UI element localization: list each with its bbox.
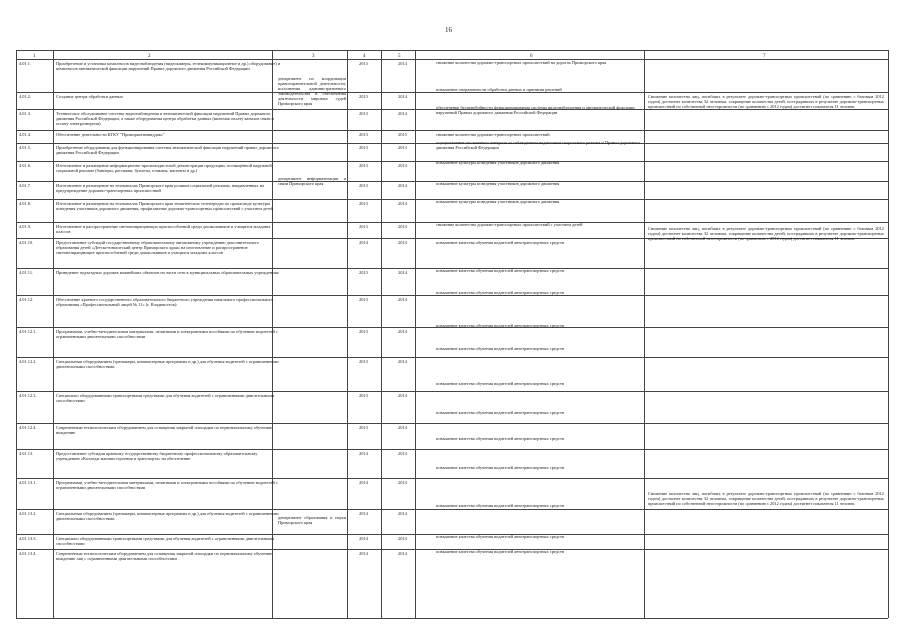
- row-measure: Изготовление и размещение на телеканалах Приморского края роликов социальной рекламы, направленных на предупреждение дорожно-транспортных происшествий: [56, 183, 264, 193]
- row-start-year: 2013: [359, 163, 368, 168]
- row-divider: [16, 92, 888, 93]
- row-expected-result: повышение культуры поведения участников дорожного движения: [436, 160, 560, 165]
- row-expected-result: повышение качества обучения водителей автотранспортных средств: [436, 465, 564, 470]
- row-start-year: 2013: [359, 132, 368, 137]
- row-expected-result: осуществление постоянного контроля за соблюдением водителями скоростного режима и Правил дорожного движения Российской Федерации: [436, 140, 641, 150]
- row-end-year: 2014: [398, 511, 407, 516]
- row-expected-result: повышение качества обучения водителей автотранспортных средств: [436, 534, 564, 539]
- row-divider: [16, 509, 888, 510]
- row-number: 4.01.12.3.: [19, 393, 37, 398]
- row-end-year: 2014: [398, 451, 407, 456]
- row-expected-result: повышение качества обучения водителей автотранспортных средств: [436, 290, 564, 295]
- row-measure: Предоставление субсидии краевому государственному бюджетному профессиональному образовательному учреждению «Колледж машиностроения и транспорта» на обеспечение:: [56, 451, 258, 461]
- row-end-year: 2014: [398, 297, 407, 302]
- row-divider: [16, 478, 888, 479]
- row-number: 4.01.5.: [19, 145, 32, 150]
- header-col-7: 7: [763, 54, 766, 59]
- row-expected-result: повышение качества обучения водителей автотранспортных средств: [436, 410, 564, 415]
- row-number: 4.01.1.: [19, 61, 32, 66]
- row-measure: Предоставление субсидий государственному образовательному автономному учреждению дополнительного образования детей «Детско-юношеский центр Приморского края» на изготовление и распространение световозвращающих приспособлений среди дошкольников и учащихся младших классов: [56, 240, 259, 255]
- row-measure: Программами, учебно-методическими материалами, печатными и электронными пособиями по обучению водителей с ограниченными двигательными способностями: [56, 480, 278, 490]
- row-expected-result: повышение качества обучения водителей автотранспортных средств: [436, 549, 564, 554]
- row-expected-result: повышение качества обучения водителей автотранспортных средств: [436, 323, 564, 328]
- row-measure: Приобретение оборудования для функционирования системы автоматической фиксации нарушений правил дорожного движения Российской Федерации: [56, 145, 279, 155]
- row-expected-result: повышение качества обучения водителей автотранспортных средств: [436, 503, 564, 508]
- row-start-year: 2013: [359, 359, 368, 364]
- row-expected-result: повышение культуры поведения участников дорожного движения: [436, 199, 560, 204]
- row-number: 4.01.13.2.: [19, 511, 37, 516]
- row-start-year: 2014: [359, 240, 368, 245]
- row-start-year: 2013: [359, 224, 368, 229]
- row-end-year: 2014: [398, 536, 407, 541]
- row-divider: [16, 391, 888, 392]
- row-measure: Приведение подъездных дорожек важнейших объектов на части сети в муниципальных образовательных учреждениях: [56, 270, 279, 275]
- row-number: 4.01.10.: [19, 240, 34, 245]
- row-responsible: департамент информатизации и связи Приморского края: [278, 176, 346, 186]
- row-expected-result: повышение качества обучения водителей автотранспортных средств: [436, 240, 564, 245]
- page-number: 16: [445, 26, 452, 34]
- row-start-year: 2013: [359, 393, 368, 398]
- row-start-year: 2013: [359, 201, 368, 206]
- row-expected-result: повышение культуры поведения участников дорожного движения: [436, 181, 560, 186]
- row-start-year: 2013: [359, 270, 368, 275]
- row-number: 4.01.8.: [19, 201, 32, 206]
- row-measure: Современным технологическим оборудованием для оснащения закрытой площадки по первоначальному обучению вождению лиц с ограниченными двигательными способностями: [56, 551, 273, 561]
- row-number: 4.01.11.: [19, 270, 34, 275]
- row-start-year: 2013: [359, 111, 368, 116]
- header-col-2: 2: [148, 54, 151, 59]
- row-measure: Специальным оборудованием (тренажеры, компьютерные программы и др.) для обучения водителей с ограниченными двигательными способностями: [56, 359, 279, 369]
- row-divider: [16, 130, 888, 131]
- row-measure: Обеспечение деятельности КГКУ "Приморкотимвиддакс": [56, 132, 165, 137]
- row-end-year: 2014: [398, 329, 407, 334]
- row-number: 4.01.9.: [19, 224, 32, 229]
- row-divider: [16, 50, 888, 51]
- row-number: 4.01.12.2.: [19, 359, 37, 364]
- row-expected-result: обеспечение бесперебойности функционирования системы видеонаблюдения и автоматической фиксации нарушений Правил дорожного движения Российской Федерации: [436, 105, 635, 115]
- row-measure: Приобретение и установка комплексов видеонаблюдения (видеокамеры, телекоммуникационное и др.) оборудование) и комплексов автоматической фиксации нарушений Правил дорожного движения Российской Федерации: [56, 61, 281, 71]
- row-end-year: 2014: [398, 270, 407, 275]
- header-col-4: 4: [363, 54, 366, 59]
- row-end-year: 2014: [398, 61, 407, 66]
- header-col-3: 3: [312, 54, 315, 59]
- row-measure: Техническое обслуживание системы видеонаблюдения и автоматической фиксации нарушений Правил дорожного движения Российской Федерации, а также оборудования центра обработки данных (включая оплату каналов связи и оплату электроэнергии): [56, 111, 274, 126]
- row-measure: Специальным оборудованием (тренажеры, компьютерные программы и др.) для обучения водителей с ограниченными двигательными способностями: [56, 511, 279, 521]
- row-start-year: 2013: [359, 94, 368, 99]
- row-start-year: 2014: [359, 511, 368, 516]
- row-expected-result: повышение качества обучения водителей автотранспортных средств: [436, 268, 564, 273]
- row-responsible: департамент по координации правоохранительной деятельности, исполнения административного законодательства и обеспечения деятельности мировых судей Приморского края: [278, 76, 346, 106]
- row-end-year: 2014: [398, 201, 407, 206]
- row-expected-result: снижение количества дорожно-транспортных происшествий на дорогах Приморского края: [436, 60, 607, 65]
- row-divider: [16, 449, 888, 450]
- row-measure: Специально оборудованными транспортными средствами для обучения водителей с ограниченными двигательными способностями: [56, 393, 275, 403]
- row-measure: Специально оборудованными транспортными средствами для обучения водителей с ограниченными двигательными способностями: [56, 536, 275, 546]
- row-divider: [16, 295, 888, 296]
- row-expected-result: снижение количества дорожно-транспортных происшествий с участием детей: [436, 222, 583, 227]
- row-number: 4.01.6.: [19, 163, 32, 168]
- column-divider: [53, 50, 54, 618]
- row-end-year: 2014: [398, 480, 407, 485]
- row-number: 4.01.12.1.: [19, 329, 37, 334]
- row-measure: Создание центра обработки данных: [56, 94, 124, 99]
- header-col-6: 6: [530, 54, 533, 59]
- column-divider: [16, 50, 17, 618]
- row-end-year: 2014: [398, 551, 407, 556]
- header-col-5: 5: [398, 54, 401, 59]
- row-target-indicator: Снижение количества лиц, погибших в результате дорожно-транспортных происшествий (по сравнению с базовым 2012 годом) достигнет количества 32 человека, сокращение количества детей, пострадавших в результате дорожно-транспортных происшествий по собственной неосторожности (по сравнению с 2012 годом) достигнет показателя 11 человек: [648, 226, 884, 241]
- row-number: 4.01.2.: [19, 94, 32, 99]
- row-start-year: 2014: [359, 451, 368, 456]
- row-end-year: 2014: [398, 393, 407, 398]
- row-number: 4.01.12.: [19, 297, 34, 302]
- row-start-year: 2013: [359, 145, 368, 150]
- row-responsible: департамент образования и науки Приморского края: [278, 515, 346, 525]
- row-start-year: 2013: [359, 61, 368, 66]
- row-end-year: 2014: [398, 183, 407, 188]
- row-number: 4.01.13.1.: [19, 480, 37, 485]
- row-expected-result: повышение оперативности обработки данных и принятия решений: [436, 87, 562, 92]
- row-number: 4.01.3.: [19, 111, 32, 116]
- row-end-year: 2014: [398, 111, 407, 116]
- row-number: 4.01.13.4.: [19, 551, 37, 556]
- row-start-year: 2013: [359, 183, 368, 188]
- row-start-year: 2014: [359, 551, 368, 556]
- row-end-year: 2013: [398, 145, 407, 150]
- row-measure: Программами, учебно-методическими материалами, печатными и электронными пособиями по обучению водителей с ограниченными двигательными способностями: [56, 329, 278, 339]
- row-end-year: 2015: [398, 132, 407, 137]
- row-end-year: 2014: [398, 163, 407, 168]
- row-start-year: 2013: [359, 329, 368, 334]
- row-expected-result: повышение качества обучения водителей автотранспортных средств: [436, 436, 564, 441]
- row-end-year: 2014: [398, 359, 407, 364]
- row-number: 4.01.7.: [19, 183, 32, 188]
- row-divider: [16, 423, 888, 424]
- header-col-1: 1: [33, 54, 36, 59]
- column-divider: [888, 50, 889, 618]
- row-number: 4.01.13.: [19, 451, 34, 456]
- row-number: 4.01.4.: [19, 132, 32, 137]
- row-measure: Изготовление и размещение информационно-пропагандистской демонстрации продукции, посвящённой наружной социальной рекламе (баннеры, растяжки, буклеты, плакаты, магниты и др.): [56, 163, 272, 173]
- row-measure: Обеспечение краевого государственного образовательного бюджетного учреждения начального профессионального образования «Профессиональный лицей № 11» (г. Владивосток):: [56, 297, 274, 307]
- row-target-indicator: Снижение количества лиц, погибших в результате дорожно-транспортных происшествий (по сравнению с базовым 2012 годом) достигнет количества 32 человека, сокращение количества детей, пострадавших в результате дорожно-транспортных происшествий по собственной неосторожности (по сравнению с 2012 годом) достигнет показателя 11 человек: [648, 491, 884, 506]
- row-divider: [16, 618, 888, 619]
- row-expected-result: повышение качества обучения водителей автотранспортных средств: [436, 381, 564, 386]
- row-measure: Изготовление и размещение на телеканалах Приморского края тематических телепередач по пропаганде культуры поведения участников дорожного движения, профилактике дорожно-транспортных происшествий с участием детей: [56, 201, 274, 211]
- row-end-year: 2014: [398, 425, 407, 430]
- row-end-year: 2014: [398, 224, 407, 229]
- row-start-year: 2013: [359, 425, 368, 430]
- row-measure: Изготовление и распространение световозвращающих приспособлений среди дошкольников и учащихся младших классов: [56, 224, 271, 234]
- row-measure: Современным технологическим оборудованием для оснащения закрытой площадки по первоначальному обучению вождению: [56, 425, 273, 435]
- row-target-indicator: Снижение количества лиц, погибших в результате дорожно-транспортных происшествий (по сравнению с базовым 2012 годом) достигнет количества 32 человека, сокращение количества детей, пострадавших в результате дорожно-транспортных происшествий по собственной неосторожности (по сравнению с 2012 годом) достигнет показателя 11 человек: [648, 94, 884, 109]
- row-divider: [16, 357, 888, 358]
- row-end-year: 2014: [398, 240, 407, 245]
- row-start-year: 2013: [359, 297, 368, 302]
- row-expected-result: повышение качества обучения водителей автотранспортных средств: [436, 346, 564, 351]
- row-start-year: 2014: [359, 480, 368, 485]
- row-number: 4.01.12.4.: [19, 425, 37, 430]
- row-expected-result: снижение количества дорожно-транспортных происшествий: [436, 132, 550, 137]
- row-number: 4.01.13.3.: [19, 536, 37, 541]
- column-divider: [347, 50, 348, 618]
- row-end-year: 2014: [398, 94, 407, 99]
- row-start-year: 2014: [359, 536, 368, 541]
